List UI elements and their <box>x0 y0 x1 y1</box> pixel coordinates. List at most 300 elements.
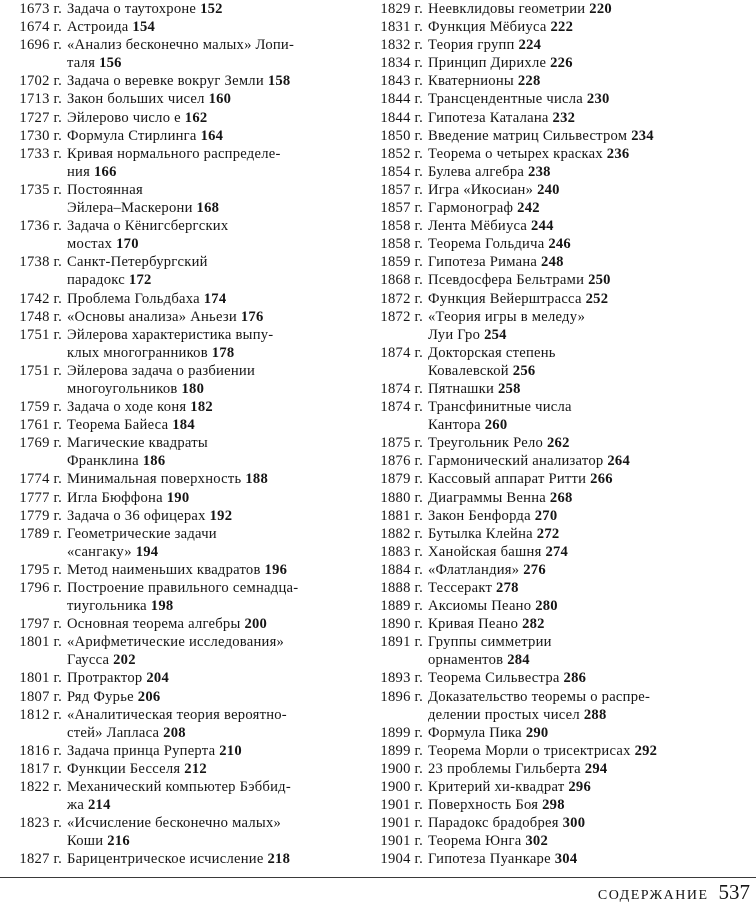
entry-page-number: 210 <box>219 742 242 759</box>
entry-body <box>67 326 273 362</box>
entry-page-number: 184 <box>172 417 195 434</box>
entry-title-text: Гипотеза Римана <box>428 254 538 271</box>
toc-entry <box>0 0 366 18</box>
entry-page-number: 170 <box>116 236 139 253</box>
toc-entry <box>368 688 756 724</box>
entry-title-text: Введение матриц Сильвестром <box>428 127 628 144</box>
toc-entry <box>0 489 366 507</box>
entry-title-line <box>428 217 554 235</box>
entry-year: 1831 г. <box>380 19 423 36</box>
entry-year: 1859 г. <box>380 254 423 271</box>
entry-title-text: «Аналитическая теория вероятно- <box>67 706 287 723</box>
entry-page-number: 290 <box>525 724 549 741</box>
entry-year: 1904 г. <box>380 851 423 868</box>
toc-entry <box>0 398 366 416</box>
entry-year: 1881 г. <box>380 507 423 524</box>
entry-body <box>428 615 545 633</box>
entry-title-text: Франклина <box>67 453 139 470</box>
entry-page-number: 266 <box>590 471 613 488</box>
entry-title-text: «Теория игры в меледу» <box>428 308 586 325</box>
entry-title-line <box>67 0 223 18</box>
entry-title-line <box>67 344 273 362</box>
entry-year: 1742 г. <box>19 290 62 307</box>
entry-title-text: Эйлерова характеристика выпу- <box>67 326 274 343</box>
entry-title-text: ния <box>67 163 91 180</box>
entry-title-text: Формула Пика <box>428 724 522 741</box>
entry-year: 1868 г. <box>380 272 423 289</box>
entry-title-text: многоугольников <box>67 380 178 397</box>
entry-title-text: Функция Мёбиуса <box>428 19 547 36</box>
entry-title-line <box>67 525 217 543</box>
entry-body <box>428 127 654 145</box>
toc-entry <box>0 109 366 127</box>
entry-year: 1696 г. <box>19 37 62 54</box>
entry-body <box>67 217 228 253</box>
entry-title-text: «Флатландия» <box>428 561 520 578</box>
entry-title-text: Задача о 36 офицерах <box>67 507 206 524</box>
entry-page-number: 288 <box>583 706 607 723</box>
entry-title-text: Теорема Юнга <box>428 833 522 850</box>
entry-title-text: Механический компьютер Бэббид- <box>67 779 291 796</box>
entry-body <box>67 145 281 181</box>
entry-year: 1844 г. <box>380 91 423 108</box>
entry-title-line <box>67 778 291 796</box>
entry-title-line <box>428 669 586 687</box>
entry-page-number: 262 <box>546 435 570 452</box>
entry-page-number: 282 <box>522 616 545 633</box>
entry-page-number: 180 <box>181 380 205 397</box>
entry-page-number: 300 <box>562 815 586 832</box>
entry-year: 1801 г. <box>19 634 62 651</box>
toc-entry <box>368 452 756 470</box>
entry-body <box>428 760 607 778</box>
entry-year: 1858 г. <box>380 218 423 235</box>
entry-title-text: Закон больших чисел <box>67 91 205 108</box>
entry-title-text: клых многогранников <box>67 344 208 361</box>
entry-page-number: 214 <box>87 797 111 814</box>
entry-year: 1852 г. <box>380 145 423 162</box>
entry-year: 1854 г. <box>380 163 423 180</box>
entry-title-text: Эйлера–Маскерони <box>67 200 193 217</box>
toc-entry <box>368 724 756 742</box>
entry-title-text: Тессеракт <box>428 580 493 596</box>
entry-page-number: 200 <box>244 616 268 633</box>
toc-entry <box>368 290 756 308</box>
entry-body <box>428 290 608 308</box>
entry-body <box>428 543 568 561</box>
entry-title-line <box>428 470 613 488</box>
entry-body <box>428 308 585 344</box>
entry-year: 1751 г. <box>19 326 62 343</box>
toc-entry <box>0 688 366 706</box>
entry-page-number: 248 <box>541 254 564 271</box>
entry-title-line <box>428 742 657 760</box>
entry-body <box>67 362 255 398</box>
entry-title-line <box>67 688 160 706</box>
entry-year: 1832 г. <box>380 37 423 54</box>
entry-body <box>428 0 612 18</box>
entry-title-text: Ряд Фурье <box>67 688 134 705</box>
entry-body <box>67 181 219 217</box>
entry-year: 1874 г. <box>380 344 423 361</box>
entry-body <box>428 181 560 199</box>
entry-title-text: таля <box>67 55 96 72</box>
entry-page-number: 166 <box>94 163 117 180</box>
entry-title-line <box>67 633 284 651</box>
entry-year: 1817 г. <box>19 760 62 777</box>
toc-column-right <box>368 0 756 869</box>
entry-title-text: Трансцендентные числа <box>428 91 583 108</box>
entry-body <box>428 398 572 434</box>
entry-year: 1733 г. <box>19 145 62 162</box>
entry-title-text: Бутылка Клейна <box>428 525 533 542</box>
entry-title-text: Теорема Байеса <box>67 417 169 434</box>
toc-entry <box>368 832 756 850</box>
entry-body <box>67 688 160 706</box>
entry-title-line <box>67 109 207 127</box>
entry-body <box>428 271 611 289</box>
toc-entry <box>0 253 366 289</box>
entry-title-text: Теорема Морли о трисектрисах <box>428 742 631 759</box>
toc-entry <box>368 796 756 814</box>
entry-year: 1761 г. <box>19 417 62 434</box>
entry-title-line <box>67 145 281 163</box>
entry-year: 1816 г. <box>19 742 62 759</box>
entry-title-text: Задача о таутохроне <box>67 1 197 17</box>
entry-body <box>67 109 207 127</box>
entry-title-line <box>67 253 208 271</box>
entry-title-line <box>67 54 294 72</box>
entry-page-number: 162 <box>184 109 208 126</box>
entry-year: 1900 г. <box>380 779 423 796</box>
entry-page-number: 260 <box>484 417 508 434</box>
entry-title-text: Кватернионы <box>428 73 514 90</box>
entry-page-number: 294 <box>584 760 608 777</box>
entry-title-line <box>67 742 242 760</box>
toc-column-left <box>0 0 366 869</box>
entry-body <box>428 235 571 253</box>
entry-page-number: 220 <box>589 1 612 17</box>
entry-page-number: 182 <box>190 399 213 416</box>
entry-page-number: 172 <box>128 272 152 289</box>
entry-title-line <box>428 778 591 796</box>
entry-year: 1872 г. <box>380 290 423 307</box>
toc-entry <box>0 290 366 308</box>
entry-body <box>428 36 541 54</box>
entry-page-number: 254 <box>484 326 507 343</box>
entry-page-number: 176 <box>240 308 264 325</box>
entry-title-text: Теорема Гольдича <box>428 236 545 253</box>
entry-body <box>67 308 263 326</box>
toc-entry <box>368 760 756 778</box>
entry-page-number: 222 <box>550 19 574 36</box>
entry-title-text: Коши <box>67 833 104 850</box>
entry-title-text: Эйлерова задача о разбиении <box>67 362 256 379</box>
entry-title-line <box>428 561 546 579</box>
page-footer <box>598 880 750 905</box>
entry-year: 1899 г. <box>380 742 423 759</box>
entry-title-text: Формула Стирлинга <box>67 127 197 144</box>
toc-entry <box>368 253 756 271</box>
entry-title-line <box>67 832 281 850</box>
entry-title-line <box>428 543 568 561</box>
entry-body <box>428 163 551 181</box>
entry-page-number: 224 <box>518 37 542 54</box>
entry-year: 1889 г. <box>380 598 423 615</box>
toc-entry <box>368 543 756 561</box>
entry-title-line <box>428 507 557 525</box>
entry-title-line <box>428 235 571 253</box>
entry-body <box>428 18 573 36</box>
entry-title-text: Лента Мёбиуса <box>428 218 528 235</box>
entry-page-number: 250 <box>588 272 611 289</box>
entry-title-line <box>428 489 573 507</box>
entry-year: 1777 г. <box>19 489 62 506</box>
entry-page-number: 298 <box>542 797 565 814</box>
entry-page-number: 296 <box>568 779 591 796</box>
entry-title-text: делении простых чисел <box>428 706 580 723</box>
entry-year: 1879 г. <box>380 471 423 488</box>
toc-entry <box>368 0 756 18</box>
entry-title-text: Гипотеза Пуанкаре <box>428 851 551 868</box>
entry-title-line <box>67 362 255 380</box>
entry-page-number: 252 <box>585 290 609 307</box>
entry-title-text: Булева алгебра <box>428 163 525 180</box>
entry-title-text: стей» Лапласа <box>67 724 160 741</box>
entry-page-number: 240 <box>537 181 560 198</box>
entry-year: 1822 г. <box>19 779 62 796</box>
entry-year: 1823 г. <box>19 815 62 832</box>
toc-entry <box>368 199 756 217</box>
toc-entry <box>0 127 366 145</box>
entry-page-number: 206 <box>137 688 161 705</box>
entry-title-text: Критерий хи-квадрат <box>428 779 565 796</box>
entry-body <box>67 814 281 850</box>
entry-title-line <box>67 615 267 633</box>
entry-title-text: Функция Вейерштрасса <box>428 290 582 307</box>
entry-title-line <box>428 579 519 597</box>
entry-title-line <box>428 18 573 36</box>
entry-year: 1774 г. <box>19 471 62 488</box>
entry-title-line <box>67 597 298 615</box>
entry-body <box>428 669 586 687</box>
entry-title-line <box>428 814 585 832</box>
entry-title-line <box>428 271 611 289</box>
entry-page-number: 218 <box>267 851 291 868</box>
entry-title-text: Докторская степень <box>428 344 556 361</box>
entry-body <box>67 706 287 742</box>
toc-entry <box>0 18 366 36</box>
entry-page-number: 156 <box>99 55 122 72</box>
entry-page-number: 230 <box>586 91 610 108</box>
entry-year: 1901 г. <box>380 797 423 814</box>
entry-title-text: Эйлерово число e <box>67 109 181 126</box>
entry-page-number: 158 <box>267 73 291 90</box>
entry-title-line <box>67 561 287 579</box>
entry-page-number: 204 <box>146 670 169 687</box>
entry-body <box>428 742 657 760</box>
entry-page-number: 286 <box>563 670 587 687</box>
entry-title-line <box>428 72 541 90</box>
entry-year: 1888 г. <box>380 580 423 596</box>
entry-title-text: Ханойская башня <box>428 543 542 560</box>
entry-title-line <box>67 398 213 416</box>
entry-title-line <box>67 651 284 669</box>
toc-entry <box>368 235 756 253</box>
entry-year: 1874 г. <box>380 380 423 397</box>
entry-page-number: 178 <box>211 344 235 361</box>
toc-entry <box>0 615 366 633</box>
entry-page-number: 226 <box>550 55 573 72</box>
entry-title-line <box>67 796 291 814</box>
entry-year: 1735 г. <box>19 181 62 198</box>
entry-page-number: 270 <box>534 507 558 524</box>
entry-body <box>428 778 591 796</box>
entry-title-text: Гармонограф <box>428 200 514 217</box>
toc-entry <box>0 72 366 90</box>
entry-title-text: Магические квадраты <box>67 435 208 452</box>
entry-page-number: 242 <box>517 200 540 217</box>
entry-year: 1779 г. <box>19 507 62 524</box>
entry-page-number: 194 <box>135 543 159 560</box>
entry-title-text: Кантора <box>428 417 481 434</box>
entry-body <box>428 688 650 724</box>
entry-year: 1901 г. <box>380 815 423 832</box>
toc-entry <box>0 507 366 525</box>
entry-year: 1882 г. <box>380 525 423 542</box>
entry-year: 1736 г. <box>19 218 62 235</box>
entry-body <box>67 633 284 669</box>
entry-page-number: 216 <box>107 833 130 850</box>
entry-body <box>67 416 195 434</box>
entry-year: 1797 г. <box>19 616 62 633</box>
entry-body <box>428 507 557 525</box>
entry-body <box>67 434 208 470</box>
entry-body <box>428 199 540 217</box>
toc-entry <box>368 597 756 615</box>
entry-title-line <box>67 199 219 217</box>
entry-body <box>428 380 521 398</box>
entry-year: 1801 г. <box>19 670 62 687</box>
entry-page-number: 284 <box>507 652 530 669</box>
entry-title-text: Постоянная <box>67 181 143 198</box>
entry-year: 1727 г. <box>19 109 62 126</box>
entry-page-number: 276 <box>523 561 546 578</box>
toc-entry <box>368 615 756 633</box>
entry-body <box>67 72 290 90</box>
entry-title-text: Протрактор <box>67 670 143 687</box>
entry-year: 1844 г. <box>380 109 423 126</box>
entry-title-text: Луи Гро <box>428 326 481 343</box>
entry-title-text: Гипотеза Каталана <box>428 109 549 126</box>
entry-page-number: 236 <box>606 145 630 162</box>
entry-body <box>428 561 546 579</box>
entry-year: 1857 г. <box>380 200 423 217</box>
entry-page-number: 196 <box>264 561 288 578</box>
entry-body <box>67 850 290 868</box>
entry-body <box>67 290 226 308</box>
toc-entry <box>368 470 756 488</box>
entry-title-line <box>428 90 610 108</box>
toc-entry <box>0 579 366 615</box>
toc-entry <box>368 127 756 145</box>
entry-year: 1900 г. <box>380 760 423 777</box>
toc-entry <box>0 669 366 687</box>
entry-body <box>428 434 570 452</box>
entry-title-text: Метод наименьших квадратов <box>67 561 261 578</box>
entry-title-text: Минимальная поверхность <box>67 471 242 488</box>
entry-title-text: Астроида <box>67 19 129 36</box>
entry-title-text: Псевдосфера Бельтрами <box>428 272 585 289</box>
entry-title-line <box>67 470 268 488</box>
entry-title-line <box>428 362 556 380</box>
entry-year: 1850 г. <box>380 127 423 144</box>
toc-entry <box>368 308 756 344</box>
entry-page-number: 246 <box>548 236 571 253</box>
toc-entry <box>368 398 756 434</box>
entry-title-line <box>428 850 577 868</box>
entry-year: 1884 г. <box>380 561 423 578</box>
entry-page-number: 160 <box>208 91 232 108</box>
entry-page-number: 264 <box>607 453 630 470</box>
entry-title-text: Гармонический анализатор <box>428 453 604 470</box>
entry-title-line <box>428 615 545 633</box>
entry-page-number: 212 <box>184 760 207 777</box>
entry-title-text: орнаментов <box>428 652 504 669</box>
toc-entry <box>368 18 756 36</box>
entry-title-line <box>67 706 287 724</box>
entry-title-text: тиугольника <box>67 598 147 615</box>
toc-entry <box>368 633 756 669</box>
entry-title-text: «Анализ бесконечно малых» Лопи- <box>67 37 295 54</box>
entry-title-line <box>428 163 551 181</box>
toc-entry <box>0 326 366 362</box>
toc-entry <box>368 90 756 108</box>
entry-year: 1880 г. <box>380 489 423 506</box>
entry-title-text: Проблема Гольдбаха <box>67 290 200 307</box>
entry-body <box>428 850 577 868</box>
entry-year: 1872 г. <box>380 308 423 325</box>
entry-body <box>428 724 548 742</box>
page-number: 537 <box>718 880 750 904</box>
toc-entry <box>0 181 366 217</box>
entry-page-number: 278 <box>496 580 519 596</box>
entry-year: 1738 г. <box>19 254 62 271</box>
entry-body <box>428 814 585 832</box>
entry-year: 1751 г. <box>19 362 62 379</box>
entry-title-line <box>428 253 564 271</box>
entry-body <box>428 344 556 380</box>
entry-body <box>428 145 629 163</box>
entry-title-text: Геометрические задачи <box>67 525 217 542</box>
toc-entry <box>0 760 366 778</box>
entry-title-line <box>428 597 558 615</box>
entry-year: 1834 г. <box>380 55 423 72</box>
toc-entry <box>0 633 366 669</box>
entry-title-text: Кривая нормального распределе- <box>67 145 281 162</box>
entry-title-line <box>67 235 228 253</box>
entry-title-line <box>428 181 560 199</box>
entry-year: 1857 г. <box>380 181 423 198</box>
footer-rule <box>0 877 756 878</box>
entry-title-text: Задача о веревке вокруг Земли <box>67 73 264 90</box>
toc-entry <box>0 90 366 108</box>
toc-entry <box>0 561 366 579</box>
entry-body <box>428 470 613 488</box>
entry-title-line <box>67 290 226 308</box>
entry-title-text: жа <box>67 797 85 814</box>
entry-title-line <box>428 0 612 18</box>
